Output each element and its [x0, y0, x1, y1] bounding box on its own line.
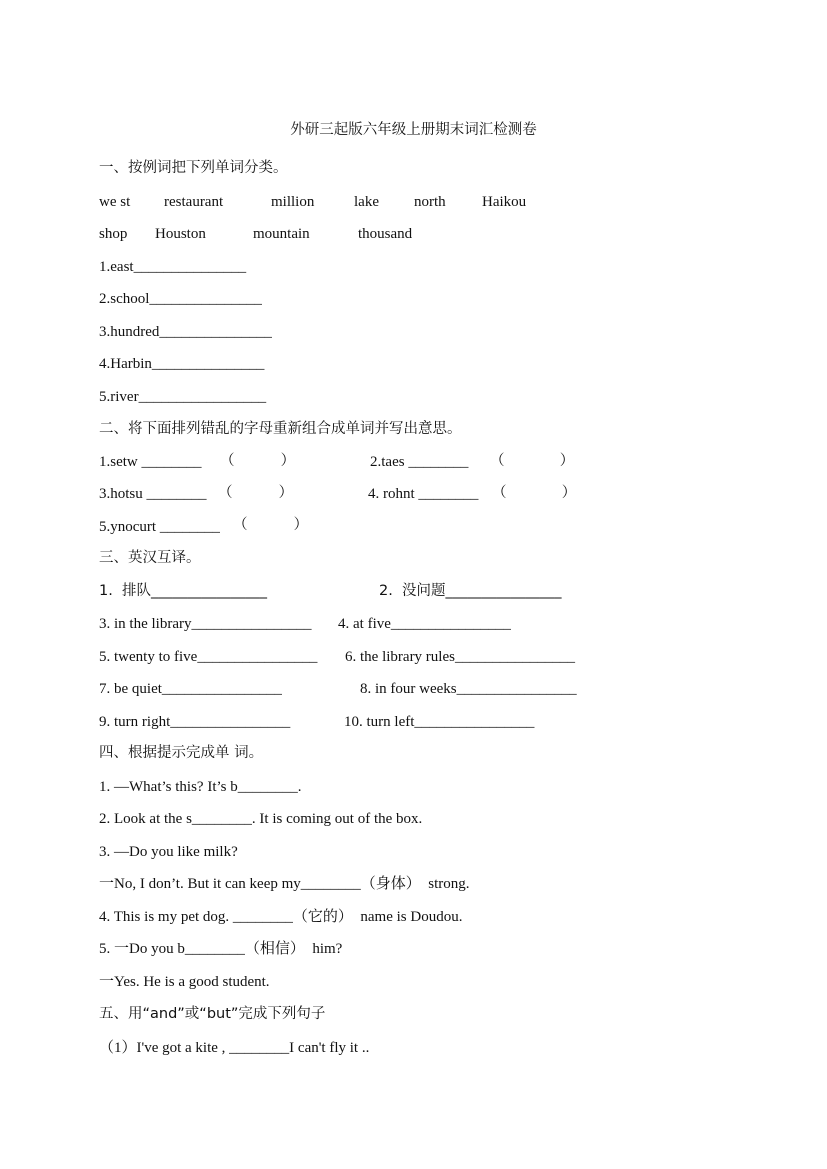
sentence-line: 3. —Do you like milk? [99, 844, 238, 860]
word: mountain [253, 226, 310, 242]
meaning-parens: （ ） [220, 453, 296, 469]
translate-item: 7. be quiet________________ [99, 681, 282, 697]
word: Haikou [482, 194, 527, 210]
meaning-parens: （ ） [492, 485, 577, 501]
sentence-line: 一Yes. He is a good student. [99, 974, 270, 990]
section-1-heading: 一、按例词把下列单词分类。 [99, 160, 288, 176]
translate-item: 2. 没问题________________ [379, 583, 562, 599]
answer-line: 4.Harbin_______________ [99, 356, 265, 372]
answer-line: 5.river_________________ [99, 389, 267, 405]
scramble-question: 2.taes ________ [370, 454, 469, 470]
meaning-parens: （ ） [490, 453, 575, 469]
word: lake [354, 194, 379, 210]
sentence-line: 一No, I don’t. But it can keep my________（身体） strong. [99, 876, 470, 892]
scramble-question: 3.hotsu ________ [99, 486, 207, 502]
translate-item: 6. the library rules________________ [345, 649, 575, 665]
translate-item: 3. in the library________________ [99, 616, 312, 632]
translate-item: 10. turn left________________ [344, 714, 535, 730]
section-2-heading: 二、将下面排列错乱的字母重新组合成单词并写出意思。 [99, 421, 462, 437]
meaning-parens: （ ） [233, 517, 309, 533]
sentence-line: 1. —What’s this? It’s b________. [99, 779, 302, 795]
translate-item: 1. 排队________________ [99, 583, 268, 599]
sentence-line: 2. Look at the s________. It is coming out of the box. [99, 811, 423, 827]
word: restaurant [164, 194, 224, 210]
meaning-parens: （ ） [218, 485, 294, 501]
answer-line: 2.school_______________ [99, 291, 262, 307]
word: million [271, 194, 315, 210]
translate-item: 5. twenty to five________________ [99, 649, 318, 665]
section-4-heading: 四、根据提示完成单 词。 [99, 745, 264, 761]
word: we st [99, 194, 131, 210]
translate-item: 9. turn right________________ [99, 714, 291, 730]
sentence-line: 5. 一Do you b________（相信） him? [99, 941, 343, 957]
word: thousand [358, 226, 413, 242]
answer-line: 3.hundred_______________ [99, 324, 272, 340]
translate-item: 4. at five________________ [338, 616, 511, 632]
sentence-line: （1）I've got a kite , ________I can't fly it .. [99, 1040, 370, 1056]
page-title: 外研三起版六年级上册期末词汇检测卷 [290, 122, 537, 138]
scramble-question: 1.setw ________ [99, 454, 202, 470]
word: shop [99, 226, 128, 242]
answer-line: 1.east_______________ [99, 259, 247, 275]
word: north [414, 194, 446, 210]
translate-item: 8. in four weeks________________ [360, 681, 577, 697]
word: Houston [155, 226, 206, 242]
sentence-line: 4. This is my pet dog. ________（它的） name is Doudou. [99, 909, 463, 925]
scramble-question: 4. rohnt ________ [368, 486, 479, 502]
section-3-heading: 三、英汉互译。 [99, 550, 201, 566]
section-5-heading: 五、用“and”或“but”完成下列句子 [99, 1006, 326, 1022]
scramble-question: 5.ynocurt ________ [99, 519, 220, 535]
